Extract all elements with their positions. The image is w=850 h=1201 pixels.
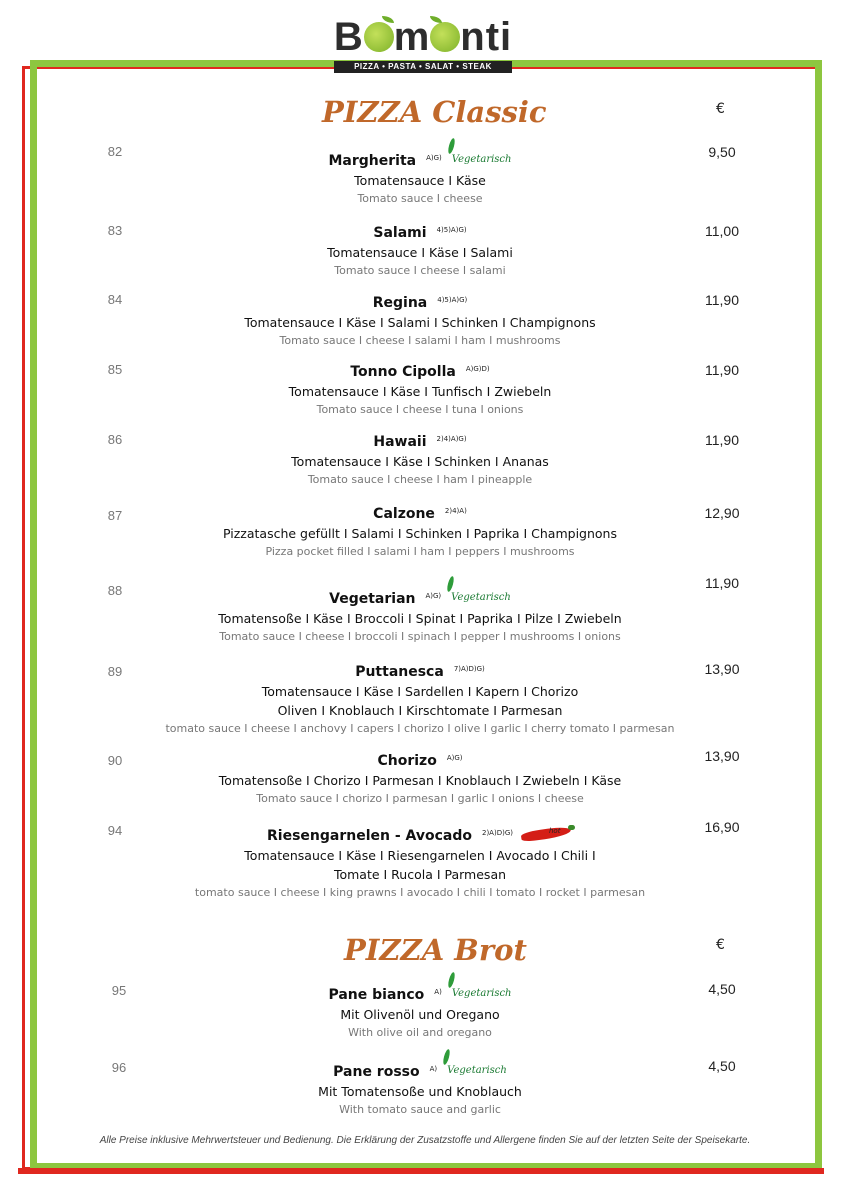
item-name-line [130, 501, 710, 524]
item-price: 11,90 [705, 575, 739, 591]
menu-item [130, 359, 710, 419]
item-description-de: Tomatensoße I Käse I Broccoli I Spinat I Paprika I Pilze I Zwiebeln [218, 611, 622, 626]
section-title-pizza-brot: PIZZA Brot [344, 933, 527, 967]
vegetarian-badge-icon [451, 588, 511, 608]
item-name: Pane rosso [333, 1064, 420, 1080]
item-name: Puttanesca [355, 664, 444, 680]
item-number: 94 [107, 823, 123, 838]
item-description-de: Tomatensauce I Käse [354, 173, 486, 188]
item-number: 82 [107, 144, 123, 159]
menu-item [130, 290, 710, 350]
item-name-line [130, 1059, 710, 1082]
item-name: Riesengarnelen - Avocado [267, 828, 472, 844]
item-description-de: Oliven I Knoblauch I Kirschtomate I Parmesan [277, 703, 563, 718]
allergen-codes: 7)A)D)G) [453, 665, 485, 673]
item-price: 13,90 [704, 748, 740, 764]
item-name: Pane bianco [328, 987, 425, 1003]
vegetarian-badge-icon [447, 1061, 507, 1081]
item-description-de: Tomatensauce I Käse I Riesengarnelen I Avocado I Chili I [244, 848, 596, 863]
item-name-line [130, 823, 710, 846]
vegetarian-badge-label: Vegetarisch [447, 1065, 507, 1076]
item-name: Hawaii [373, 434, 427, 450]
allergen-codes: 2)A)D)G) [482, 829, 513, 837]
item-description-en: With olive oil and oregano [348, 1026, 492, 1039]
item-description-en: Tomato sauce I cheese I salami [334, 264, 506, 277]
hot-label: hot [548, 827, 561, 835]
item-description-en: With tomato sauce and garlic [339, 1103, 501, 1116]
item-description-de: Tomatensauce I Käse I Schinken I Ananas [291, 454, 549, 469]
item-number: 87 [107, 508, 123, 523]
item-name-line [130, 220, 710, 243]
item-description-en: tomato sauce I cheese I anchovy I capers I chorizo I olive I garlic I cherry tomato I parmesan [165, 722, 675, 735]
item-description-en: Tomato sauce I cheese [357, 192, 483, 205]
menu-item [130, 982, 710, 1042]
item-description-de: Pizzatasche gefüllt I Salami I Schinken I Paprika I Champignons [223, 526, 617, 541]
item-description-en: Tomato sauce I cheese I broccoli I spinach I pepper I mushrooms I onions [219, 630, 621, 643]
item-description-de: Tomatensauce I Käse I Salami [327, 245, 513, 260]
vegetarian-badge-label: Vegetarisch [451, 988, 512, 999]
chili-hot-icon [521, 824, 573, 840]
menu-item [130, 659, 710, 738]
allergen-codes: 2)4)A) [444, 507, 467, 515]
menu-item [130, 220, 710, 280]
item-number: 85 [107, 362, 123, 377]
chili-body [521, 826, 572, 843]
item-description-en: Tomato sauce I cheese I tuna I onions [316, 403, 524, 416]
logo-wordmark: B m nti [333, 15, 513, 59]
menu-item [130, 823, 710, 902]
item-description-de: Tomatensauce I Käse I Salami I Schinken I Champignons [244, 315, 596, 330]
item-number: 84 [107, 292, 123, 307]
item-number: 90 [107, 753, 123, 768]
item-name-line [130, 148, 710, 171]
item-name: Tonno Cipolla [350, 364, 456, 380]
item-price: 11,00 [705, 223, 739, 239]
item-price: 11,90 [705, 292, 739, 308]
item-description-en: Tomato sauce I cheese I ham I pineapple [307, 473, 533, 486]
item-name: Vegetarian [329, 591, 416, 607]
allergen-codes: A) [434, 988, 442, 996]
allergen-codes: A) [429, 1065, 438, 1073]
item-price: 4,50 [708, 981, 736, 997]
item-number: 96 [111, 1060, 127, 1075]
menu-item [130, 501, 710, 561]
frame-red-bottom [18, 1168, 824, 1174]
logo-tagline: PIZZA • PASTA • SALAT • STEAK [334, 61, 512, 73]
vegetarian-badge-label: Vegetarisch [451, 154, 512, 165]
menu-item [130, 429, 710, 489]
allergen-codes: 2)4)A)G) [436, 435, 467, 443]
item-price: 9,50 [708, 144, 736, 160]
section-title-pizza-classic: PIZZA Classic [322, 95, 547, 129]
item-name: Regina [372, 295, 428, 311]
item-number: 95 [111, 983, 127, 998]
item-number: 89 [107, 664, 123, 679]
item-number: 86 [107, 432, 123, 447]
item-price: 11,90 [705, 432, 739, 448]
chili-stem [568, 825, 575, 830]
item-price: 11,90 [705, 362, 739, 378]
allergen-codes: 4)5)A)G) [436, 226, 467, 234]
item-description-en: Pizza pocket filled I salami I ham I peppers I mushrooms [265, 545, 575, 558]
item-name-line [130, 586, 710, 609]
item-description-en: tomato sauce I cheese I king prawns I avocado I chili I tomato I rocket I parmesan [194, 886, 646, 899]
item-name-line [130, 429, 710, 452]
item-name: Calzone [373, 506, 435, 522]
menu-item [130, 748, 710, 808]
item-description-de: Tomatensoße I Chorizo I Parmesan I Knoblauch I Zwiebeln I Käse [218, 773, 622, 788]
item-description-de: Tomate I Rucola I Parmesan [333, 867, 507, 882]
item-description-de: Mit Olivenöl und Oregano [340, 1007, 500, 1022]
item-name-line [130, 748, 710, 771]
item-number: 88 [107, 583, 123, 598]
vegetarian-badge-icon [452, 150, 512, 170]
vegetarian-badge-icon [452, 984, 512, 1004]
allergen-codes: A)G)D) [465, 365, 490, 373]
footer-note: Alle Preise inklusive Mehrwertsteuer und Bedienung. Die Erklärung der Zusatzstoffe und Allergene finden Sie auf der letzten Seite der Speisekarte. [99, 1135, 751, 1146]
menu-item [130, 1059, 710, 1119]
item-name-line [130, 359, 710, 382]
item-name-line [130, 982, 710, 1005]
item-description-de: Tomatensauce I Käse I Tunfisch I Zwiebeln [288, 384, 552, 399]
menu-item [130, 148, 710, 208]
item-price: 4,50 [708, 1058, 736, 1074]
item-name: Chorizo [377, 753, 437, 769]
item-name: Margherita [328, 153, 417, 169]
allergen-codes: A)G) [446, 754, 463, 762]
item-description-de: Mit Tomatensoße und Knoblauch [318, 1084, 522, 1099]
item-name-line [130, 290, 710, 313]
item-description-en: Tomato sauce I cheese I salami I ham I mushrooms [279, 334, 561, 347]
item-price: 13,90 [704, 661, 740, 677]
menu-item [130, 586, 710, 646]
allergen-codes: A)G) [426, 154, 442, 162]
currency-label: € [716, 937, 725, 953]
item-number: 83 [107, 223, 123, 238]
allergen-codes: 4)5)A)G) [437, 296, 468, 304]
allergen-codes: A)G) [425, 592, 442, 600]
brand-logo [330, 14, 516, 72]
item-description-de: Tomatensauce I Käse I Sardellen I Kapern I Chorizo [261, 684, 579, 699]
item-name: Salami [373, 225, 427, 241]
currency-label: € [716, 101, 725, 117]
item-description-en: Tomato sauce I chorizo I parmesan I garlic I onions I cheese [256, 792, 584, 805]
item-name-line [130, 659, 710, 682]
item-price: 12,90 [704, 505, 740, 521]
vegetarian-badge-label: Vegetarisch [451, 592, 511, 603]
item-price: 16,90 [704, 819, 740, 835]
